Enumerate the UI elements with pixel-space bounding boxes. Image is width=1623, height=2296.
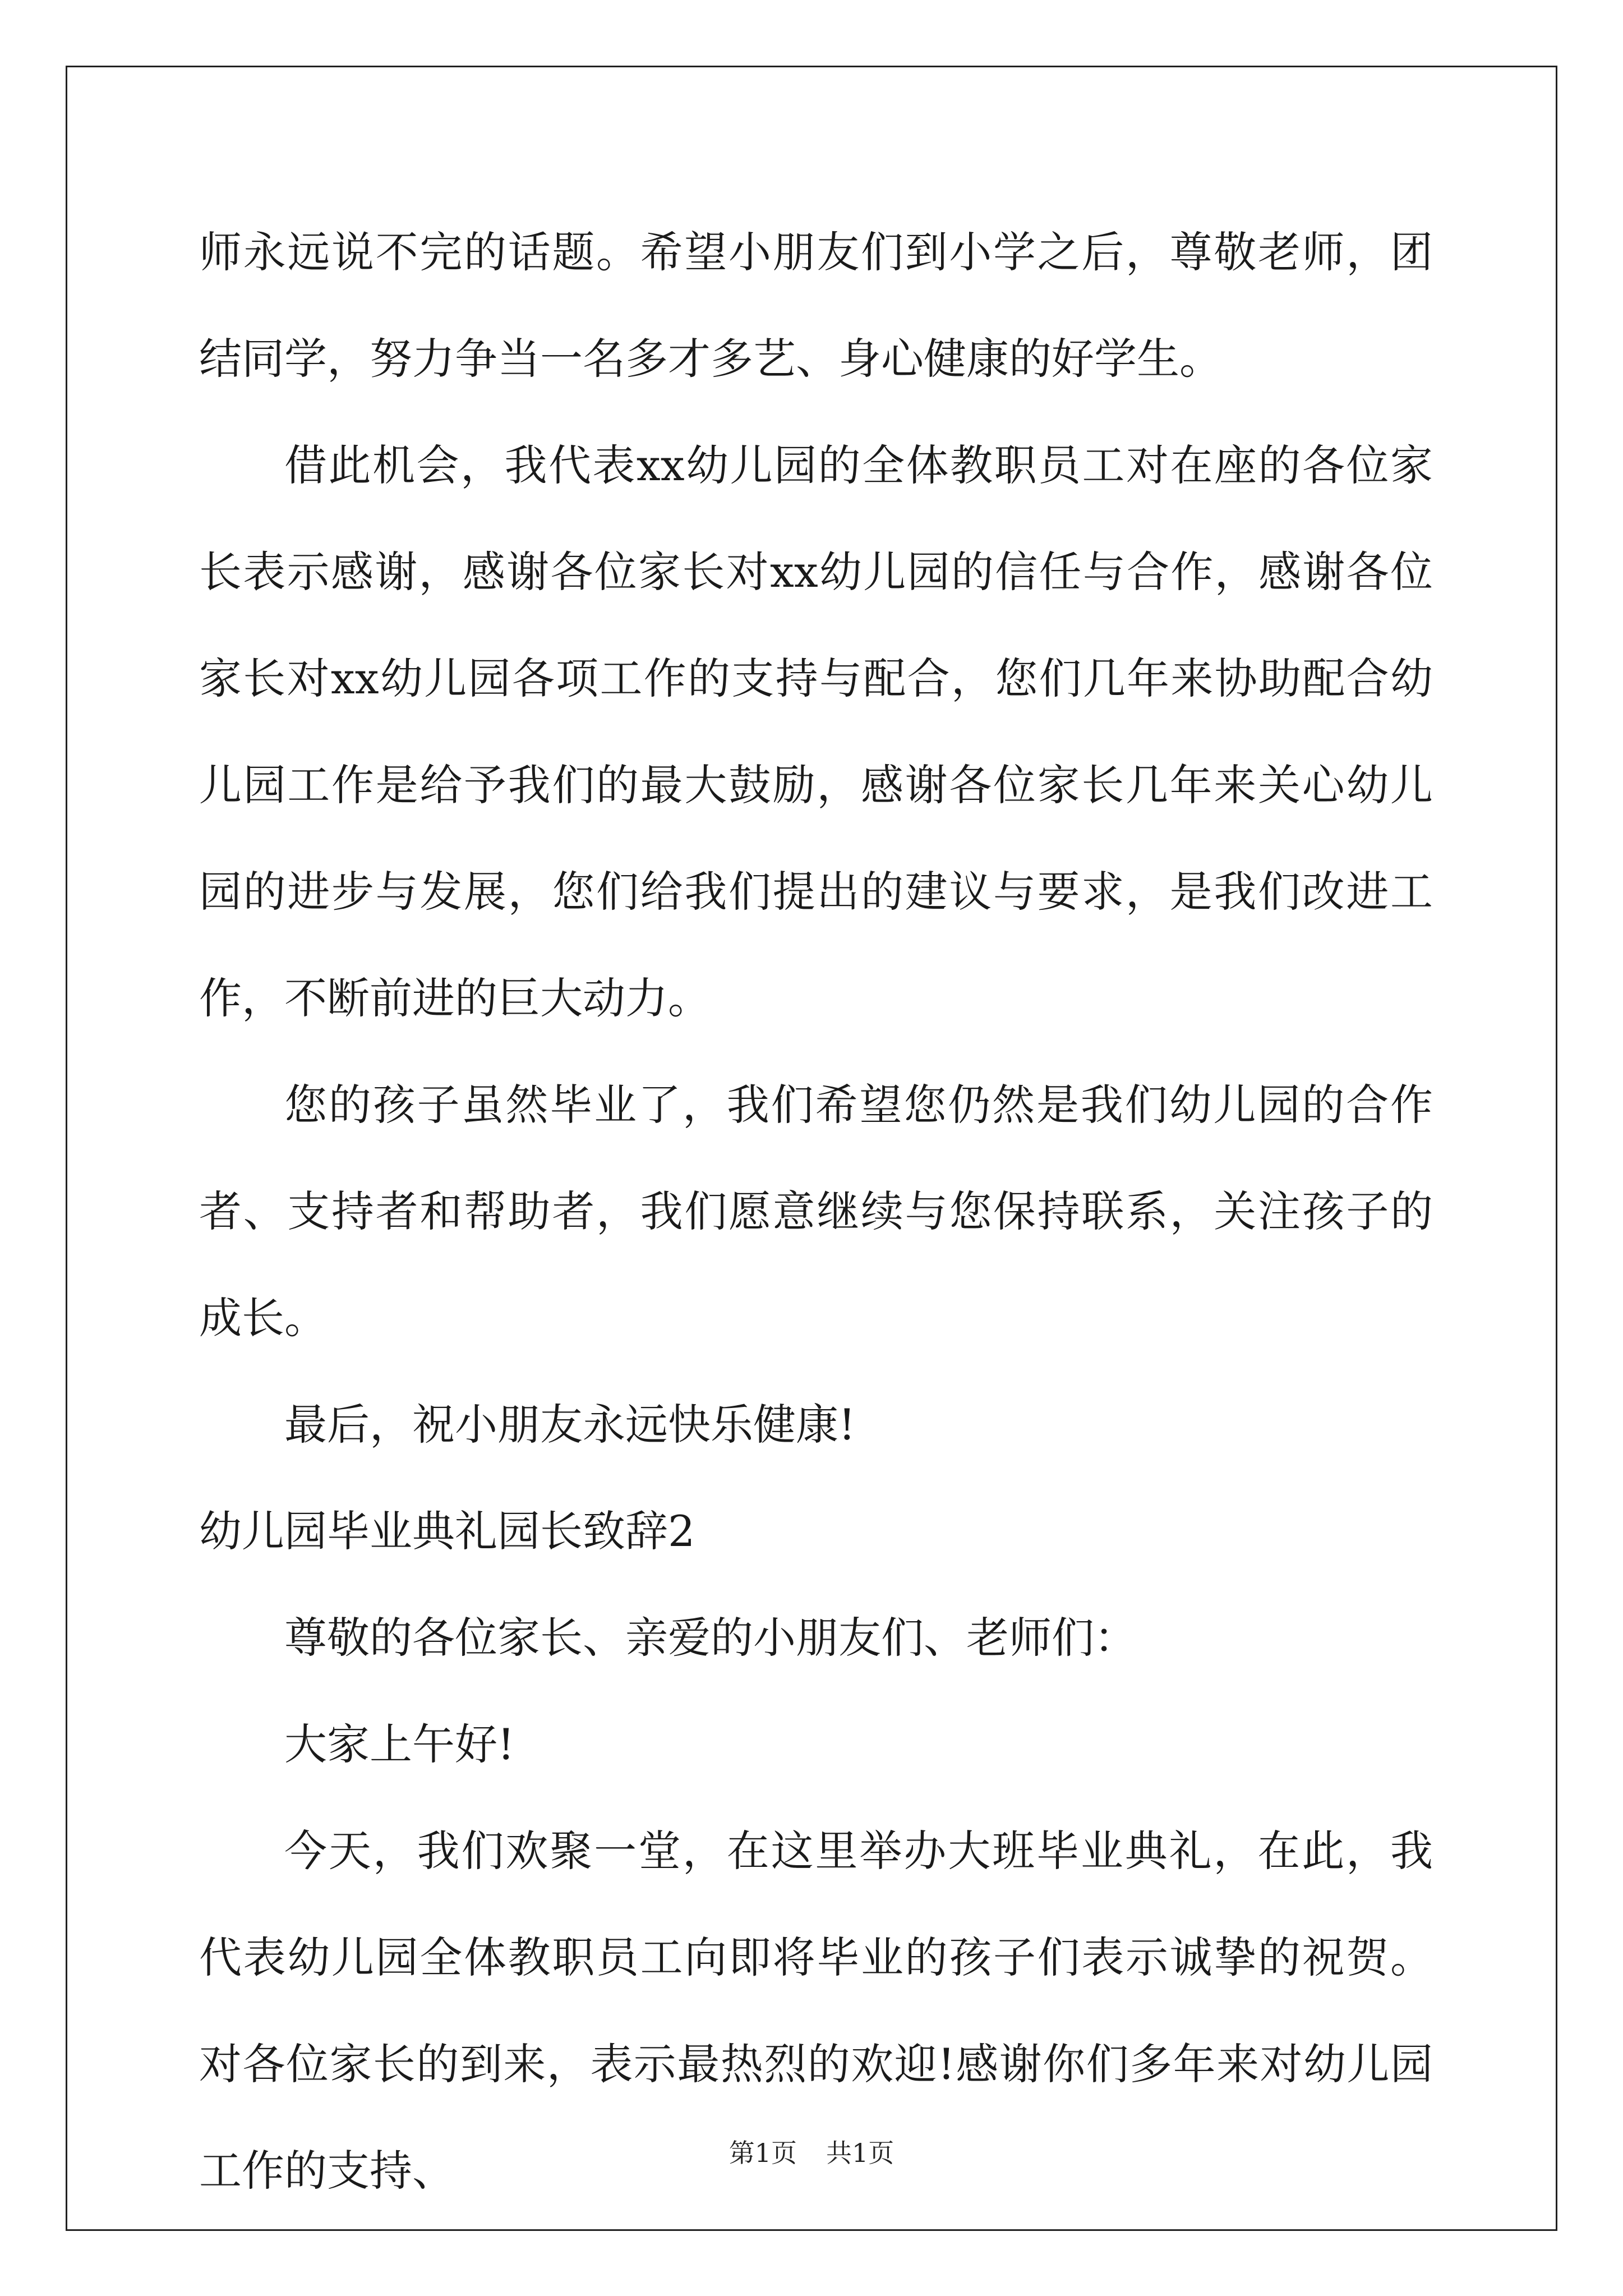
paragraph-closing: 最后，祝小朋友永远快乐健康! — [284, 1400, 856, 1450]
page-number: 第1页 — [728, 2138, 797, 2168]
section-heading: 幼儿园毕业典礼园长致辞2 — [199, 1506, 695, 1556]
paragraph-salutation: 尊敬的各位家长、亲爱的小朋友们、老师们： — [284, 1613, 1137, 1663]
paragraph-thanks: 借此机会，我代表xx幼儿园的全体教职员工对在座的各位家长表示感谢，感谢各位家长对xx幼儿园的信任与合作，感谢各位家长对xx幼儿园各项工作的支持与配合，您们几年来协助配合幼儿园工作是给予我们的最大鼓励，感谢各位家长几年来关心幼儿园的进步与发展，您们给我们提出的建议与要求，是我们改进工作，不断前进的巨大动力。 — [199, 440, 1433, 1023]
paragraph-greeting: 大家上午好! — [284, 1719, 515, 1769]
document-body — [199, 199, 1433, 2224]
paragraph-continuation: 师永远说不完的话题。希望小朋友们到小学之后，尊敬老师，团结同学，努力争当一名多才多艺、身心健康的好学生。 — [199, 227, 1433, 384]
page-footer — [0, 2136, 1623, 2170]
paragraph-hope: 您的孩子虽然毕业了，我们希望您仍然是我们幼儿园的合作者、支持者和帮助者，我们愿意继续与您保持联系，关注孩子的成长。 — [199, 1080, 1433, 1343]
page-total: 共1页 — [826, 2138, 895, 2168]
paragraph-opening: 今天，我们欢聚一堂，在这里举办大班毕业典礼，在此，我代表幼儿园全体教职员工向即将毕业的孩子们表示诚挚的祝贺。对各位家长的到来，表示最热烈的欢迎!感谢你们多年来对幼儿园工作的支持、 — [199, 1826, 1433, 2196]
